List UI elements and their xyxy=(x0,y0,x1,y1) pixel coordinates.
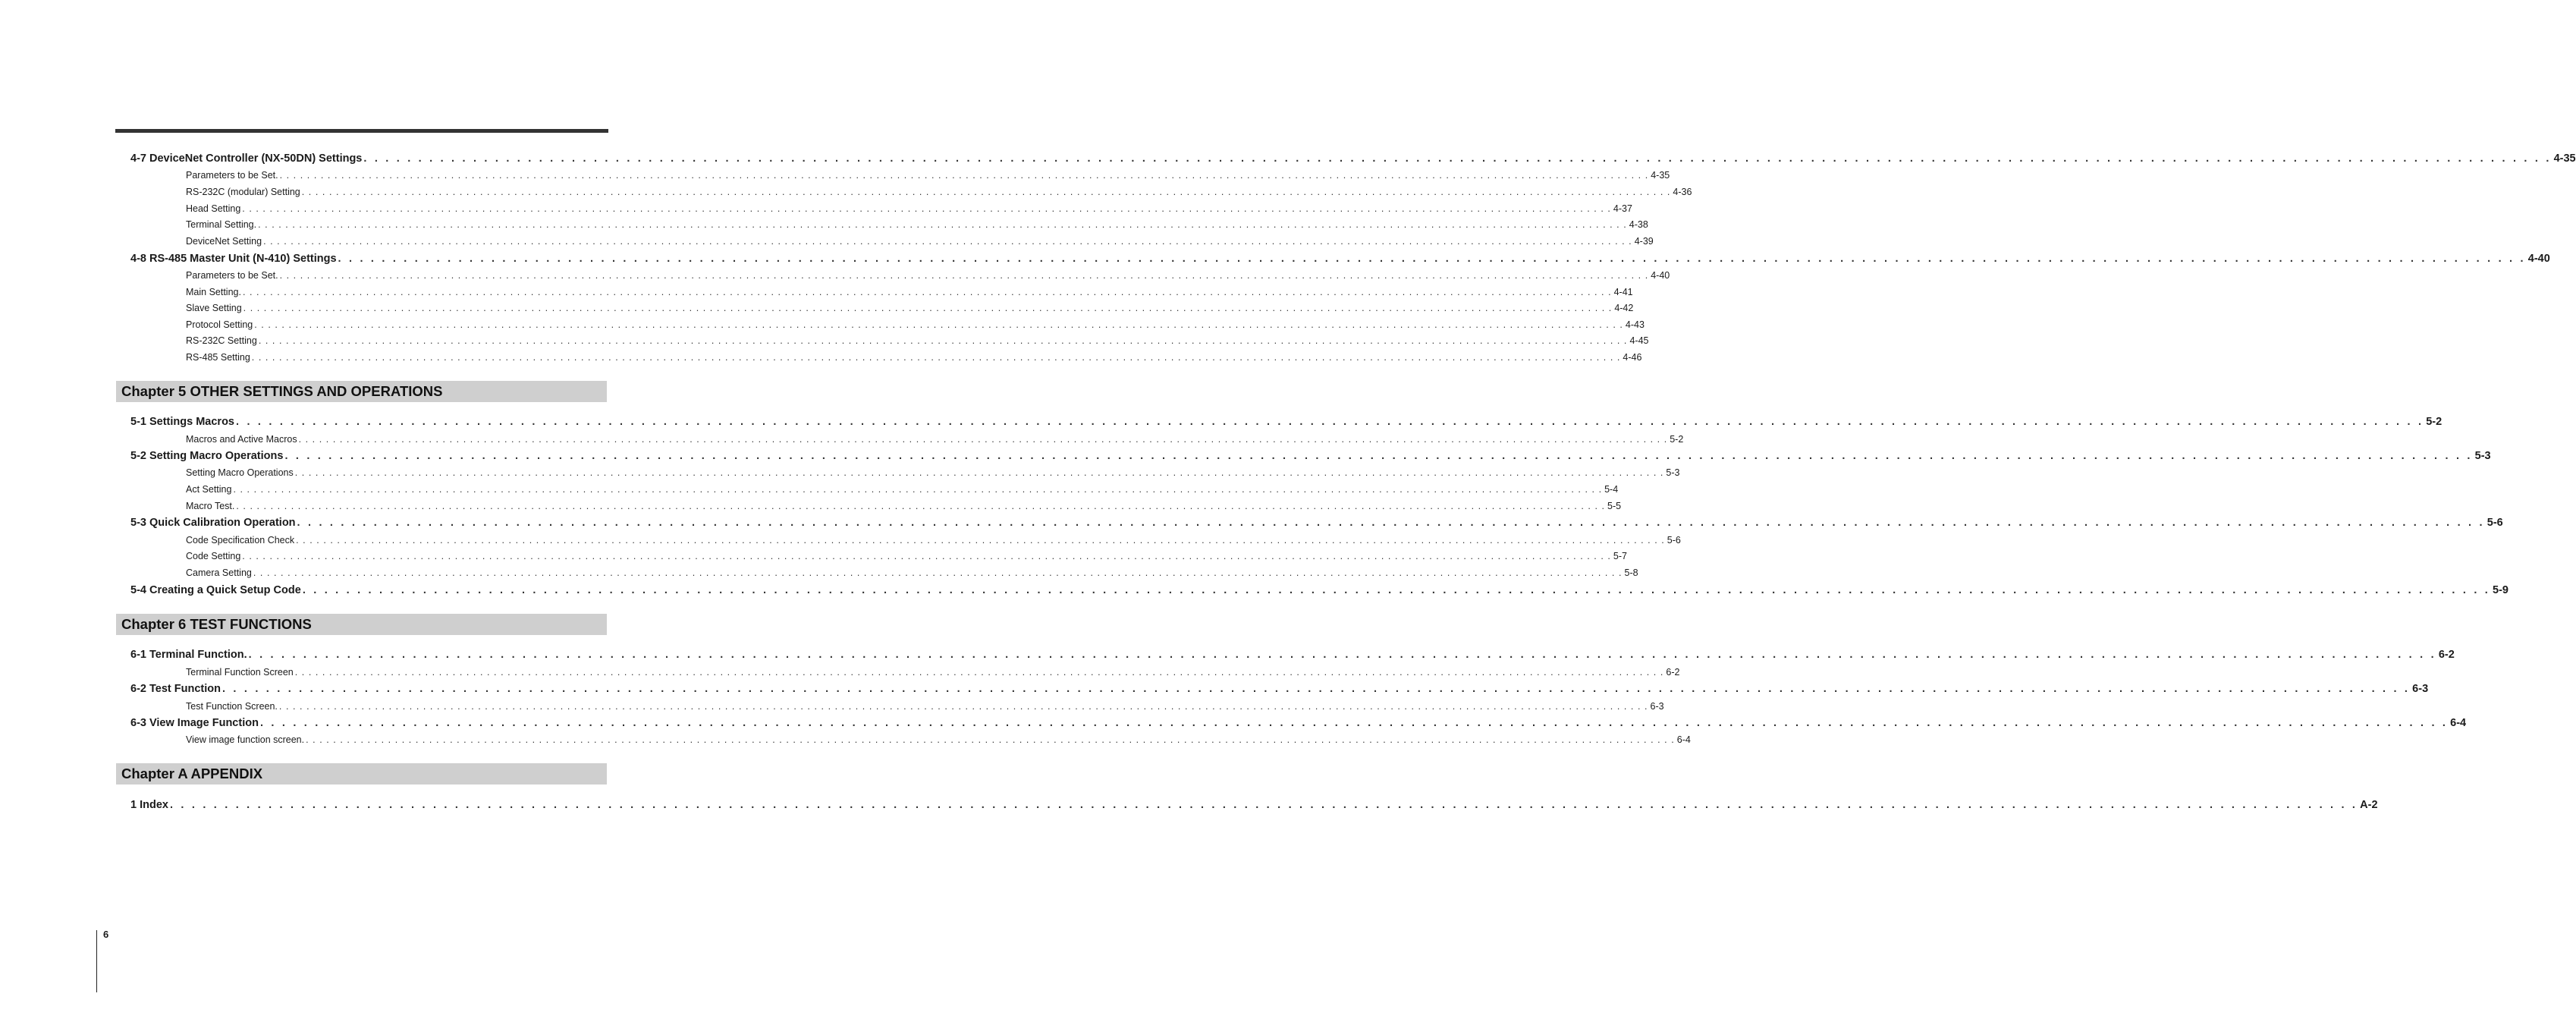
dot-leader: . . . . . . . . . . . . . . . . . . . . . . . . . . . . . . . . . . . . . . . . . . . . . . . . . . . . . . . . . . . . . . . . . . . . . . . . . . . . . . . . . . . . . . . . . . . . . . . . . . . . . . . . . . . . . . . . . . . . . . . . . . . . . . . . . . . . . . . . . . . . . . . . . . . . . . . . . . . . . . . . . . . . . . . . . . . . . . . . . . . . . . . . . . . . . . . . . . . . . . . . xyxy=(297,517,2485,529)
header-rule xyxy=(115,129,608,133)
dot-leader: . . . . . . . . . . . . . . . . . . . . . . . . . . . . . . . . . . . . . . . . . . . . . . . . . . . . . . . . . . . . . . . . . . . . . . . . . . . . . . . . . . . . . . . . . . . . . . . . . . . . . . . . . . . . . . . . . . . . . . . . . . . . . . . . . . . . . . . . . . . . . . . . . . . . . . . . . . . . . . . . . . . . . . . . . . . . . . . . . . . . . . . . . . . . . . . . . . . . . . . . xyxy=(236,501,1606,511)
dot-leader: . . . . . . . . . . . . . . . . . . . . . . . . . . . . . . . . . . . . . . . . . . . . . . . . . . . . . . . . . . . . . . . . . . . . . . . . . . . . . . . . . . . . . . . . . . . . . . . . . . . . . . . . . . . . . . . . . . . . . . . . . . . . . . . . . . . . . . . . . . . . . . . . . . . . . . . . . . . . . . . . . . . . . . . . . . . . . . . . . . . . . . . . . . . . . . . . . . . . . . . . xyxy=(279,170,1649,181)
entry-title: Code Specification Check xyxy=(186,535,295,546)
toc-subsection-entry[interactable] xyxy=(186,187,1692,197)
entry-title: 6-2 Test Function xyxy=(130,683,221,695)
toc-subsection-entry[interactable] xyxy=(186,303,1634,313)
dot-leader: . . . . . . . . . . . . . . . . . . . . . . . . . . . . . . . . . . . . . . . . . . . . . . . . . . . . . . . . . . . . . . . . . . . . . . . . . . . . . . . . . . . . . . . . . . . . . . . . . . . . . . . . . . . . . . . . . . . . . . . . . . . . . . . . . . . . . . . . . . . . . . . . . . . . . . . . . . . . . . . . . . . . . . . . . . . . . . . . . . . . . . . . . . . . . . . . . . . . . . . . xyxy=(253,568,1623,578)
entry-page: 6-2 xyxy=(2438,649,2455,661)
entry-page: 6-3 xyxy=(1650,701,1664,712)
entry-title: 5-4 Creating a Quick Setup Code xyxy=(130,584,301,596)
entry-page: 5-7 xyxy=(1613,551,1627,561)
entry-page: 6-3 xyxy=(2412,683,2429,695)
entry-title: Protocol Setting xyxy=(186,319,253,330)
entry-title: 1 Index xyxy=(130,799,168,811)
entry-title: Terminal Function Screen xyxy=(186,667,294,678)
entry-title: 4-7 DeviceNet Controller (NX-50DN) Settings xyxy=(130,152,363,165)
toc-subsection-entry[interactable] xyxy=(186,335,1649,346)
entry-page: 5-4 xyxy=(1604,484,1619,495)
entry-page: 4-46 xyxy=(1623,352,1642,363)
dot-leader: . . . . . . . . . . . . . . . . . . . . . . . . . . . . . . . . . . . . . . . . . . . . . . . . . . . . . . . . . . . . . . . . . . . . . . . . . . . . . . . . . . . . . . . . . . . . . . . . . . . . . . . . . . . . . . . . . . . . . . . . . . . . . . . . . . . . . . . . . . . . . . . . . . . . . . . . . . . . . . . . . . . . . . . . . . . . . . . . . . . . . . . . . . . . . . . . . . . . . . . . xyxy=(221,683,2411,695)
chapter-heading xyxy=(116,614,607,635)
toc-section-entry[interactable] xyxy=(130,683,2429,695)
dot-leader: . . . . . . . . . . . . . . . . . . . . . . . . . . . . . . . . . . . . . . . . . . . . . . . . . . . . . . . . . . . . . . . . . . . . . . . . . . . . . . . . . . . . . . . . . . . . . . . . . . . . . . . . . . . . . . . . . . . . . . . . . . . . . . . . . . . . . . . . . . . . . . . . . . . . . . . . . . . . . . . . . . . . . . . . . . . . . . . . . . . . . . . . . . . . . . . . . . . . . . . . xyxy=(363,152,2552,165)
entry-page: 6-4 xyxy=(1676,734,1691,745)
toc-section-entry[interactable] xyxy=(130,416,2442,428)
dot-leader: . . . . . . . . . . . . . . . . . . . . . . . . . . . . . . . . . . . . . . . . . . . . . . . . . . . . . . . . . . . . . . . . . . . . . . . . . . . . . . . . . . . . . . . . . . . . . . . . . . . . . . . . . . . . . . . . . . . . . . . . . . . . . . . . . . . . . . . . . . . . . . . . . . . . . . . . . . . . . . . . . . . . . . . . . . . . . . . . . . . . . . . . . . . . . . . . . . . . . . . . xyxy=(338,253,2526,265)
entry-title: DeviceNet Setting xyxy=(186,236,262,247)
dot-leader: . . . . . . . . . . . . . . . . . . . . . . . . . . . . . . . . . . . . . . . . . . . . . . . . . . . . . . . . . . . . . . . . . . . . . . . . . . . . . . . . . . . . . . . . . . . . . . . . . . . . . . . . . . . . . . . . . . . . . . . . . . . . . . . . . . . . . . . . . . . . . . . . . . . . . . . . . . . . . . . . . . . . . . . . . . . . . . . . . . . . . . . . . . . . . . . . . . . . . . . . xyxy=(302,584,2491,596)
dot-leader: . . . . . . . . . . . . . . . . . . . . . . . . . . . . . . . . . . . . . . . . . . . . . . . . . . . . . . . . . . . . . . . . . . . . . . . . . . . . . . . . . . . . . . . . . . . . . . . . . . . . . . . . . . . . . . . . . . . . . . . . . . . . . . . . . . . . . . . . . . . . . . . . . . . . . . . . . . . . . . . . . . . . . . . . . . . . . . . . . . . . . . . . . . . . . . . . . . . . . . . . xyxy=(263,236,1632,247)
entry-page: A-2 xyxy=(2360,799,2378,811)
entry-title: Main Setting. xyxy=(186,287,241,297)
dot-leader: . . . . . . . . . . . . . . . . . . . . . . . . . . . . . . . . . . . . . . . . . . . . . . . . . . . . . . . . . . . . . . . . . . . . . . . . . . . . . . . . . . . . . . . . . . . . . . . . . . . . . . . . . . . . . . . . . . . . . . . . . . . . . . . . . . . . . . . . . . . . . . . . . . . . . . . . . . . . . . . . . . . . . . . . . . . . . . . . . . . . . . . . . . . . . . . . . . . . . . . . xyxy=(233,484,1603,495)
toc-section-entry[interactable] xyxy=(130,517,2503,529)
entry-page: 4-35 xyxy=(1651,170,1670,181)
dot-leader: . . . . . . . . . . . . . . . . . . . . . . . . . . . . . . . . . . . . . . . . . . . . . . . . . . . . . . . . . . . . . . . . . . . . . . . . . . . . . . . . . . . . . . . . . . . . . . . . . . . . . . . . . . . . . . . . . . . . . . . . . . . . . . . . . . . . . . . . . . . . . . . . . . . . . . . . . . . . . . . . . . . . . . . . . . . . . . . . . . . . . . . . . . . . . . . . . . . . . . . . xyxy=(279,270,1649,281)
entry-page: 5-9 xyxy=(2493,584,2508,596)
dot-leader: . . . . . . . . . . . . . . . . . . . . . . . . . . . . . . . . . . . . . . . . . . . . . . . . . . . . . . . . . . . . . . . . . . . . . . . . . . . . . . . . . . . . . . . . . . . . . . . . . . . . . . . . . . . . . . . . . . . . . . . . . . . . . . . . . . . . . . . . . . . . . . . . . . . . . . . . . . . . . . . . . . . . . . . . . . . . . . . . . . . . . . . . . . . . . . . . . . . . . . . . xyxy=(254,319,1623,330)
entry-title: Setting Macro Operations xyxy=(186,467,294,478)
toc-subsection-entry[interactable] xyxy=(186,501,1622,511)
entry-page: 4-36 xyxy=(1673,187,1692,197)
toc-section-entry[interactable] xyxy=(130,450,2491,462)
entry-title: Head Setting xyxy=(186,203,241,214)
entry-title: 6-1 Terminal Function. xyxy=(130,649,247,661)
chapter-title: Chapter A APPENDIX xyxy=(121,766,263,781)
toc-subsection-entry[interactable] xyxy=(186,203,1632,214)
entry-title: Macro Test. xyxy=(186,501,235,511)
toc-section-entry[interactable] xyxy=(130,799,2378,811)
entry-page: 5-5 xyxy=(1607,501,1622,511)
dot-leader: . . . . . . . . . . . . . . . . . . . . . . . . . . . . . . . . . . . . . . . . . . . . . . . . . . . . . . . . . . . . . . . . . . . . . . . . . . . . . . . . . . . . . . . . . . . . . . . . . . . . . . . . . . . . . . . . . . . . . . . . . . . . . . . . . . . . . . . . . . . . . . . . . . . . . . . . . . . . . . . . . . . . . . . . . . . . . . . . . . . . . . . . . . . . . . . . . . . . . . . . xyxy=(242,287,1612,297)
toc-subsection-entry[interactable] xyxy=(186,170,1670,181)
dot-leader: . . . . . . . . . . . . . . . . . . . . . . . . . . . . . . . . . . . . . . . . . . . . . . . . . . . . . . . . . . . . . . . . . . . . . . . . . . . . . . . . . . . . . . . . . . . . . . . . . . . . . . . . . . . . . . . . . . . . . . . . . . . . . . . . . . . . . . . . . . . . . . . . . . . . . . . . . . . . . . . . . . . . . . . . . . . . . . . . . . . . . . . . . . . . . . . . . . . . . . . . xyxy=(278,701,1648,712)
entry-title: 6-3 View Image Function xyxy=(130,717,259,729)
toc-subsection-entry[interactable] xyxy=(186,236,1654,247)
entry-page: 4-35 xyxy=(2553,152,2576,165)
entry-page: 4-37 xyxy=(1613,203,1632,214)
entry-title: Slave Setting xyxy=(186,303,242,313)
dot-leader: . . . . . . . . . . . . . . . . . . . . . . . . . . . . . . . . . . . . . . . . . . . . . . . . . . . . . . . . . . . . . . . . . . . . . . . . . . . . . . . . . . . . . . . . . . . . . . . . . . . . . . . . . . . . . . . . . . . . . . . . . . . . . . . . . . . . . . . . . . . . . . . . . . . . . . . . . . . . . . . . . . . . . . . . . . . . . . . . . . . . . . . . . . . . . . . . . . . . . . . . xyxy=(258,335,1628,346)
entry-title: Parameters to be Set. xyxy=(186,170,278,181)
toc-section-entry[interactable] xyxy=(130,584,2508,596)
toc-subsection-entry[interactable] xyxy=(186,219,1648,230)
entry-page: 5-3 xyxy=(2474,450,2491,462)
entry-page: 4-43 xyxy=(1625,319,1645,330)
dot-leader: . . . . . . . . . . . . . . . . . . . . . . . . . . . . . . . . . . . . . . . . . . . . . . . . . . . . . . . . . . . . . . . . . . . . . . . . . . . . . . . . . . . . . . . . . . . . . . . . . . . . . . . . . . . . . . . . . . . . . . . . . . . . . . . . . . . . . . . . . . . . . . . . . . . . . . . . . . . . . . . . . . . . . . . . . . . . . . . . . . . . . . . . . . . . . . . . . . . . . . . . xyxy=(236,416,2424,428)
toc-subsection-entry[interactable] xyxy=(186,319,1645,330)
toc-subsection-entry[interactable] xyxy=(186,568,1638,578)
entry-page: 4-38 xyxy=(1629,219,1648,230)
dot-leader: . . . . . . . . . . . . . . . . . . . . . . . . . . . . . . . . . . . . . . . . . . . . . . . . . . . . . . . . . . . . . . . . . . . . . . . . . . . . . . . . . . . . . . . . . . . . . . . . . . . . . . . . . . . . . . . . . . . . . . . . . . . . . . . . . . . . . . . . . . . . . . . . . . . . . . . . . . . . . . . . . . . . . . . . . . . . . . . . . . . . . . . . . . . . . . . . . . . . . . . . xyxy=(298,434,1668,445)
entry-title: 5-2 Setting Macro Operations xyxy=(130,450,284,462)
chapter-heading xyxy=(116,381,607,402)
entry-title: Camera Setting xyxy=(186,568,252,578)
toc-subsection-entry[interactable] xyxy=(186,287,1633,297)
footer-rule xyxy=(96,930,97,992)
toc-section-entry[interactable] xyxy=(130,649,2455,661)
entry-page: 6-4 xyxy=(2450,717,2467,729)
entry-page: 4-40 xyxy=(2527,253,2550,265)
toc-subsection-entry[interactable] xyxy=(186,734,1691,745)
entry-page: 5-6 xyxy=(2486,517,2503,529)
entry-page: 5-2 xyxy=(1670,434,1684,445)
entry-title: 4-8 RS-485 Master Unit (N-410) Settings xyxy=(130,253,337,265)
entry-title: Test Function Screen. xyxy=(186,701,278,712)
chapter-title: Chapter 6 TEST FUNCTIONS xyxy=(121,616,312,632)
toc-section-entry[interactable] xyxy=(130,717,2467,729)
dot-leader: . . . . . . . . . . . . . . . . . . . . . . . . . . . . . . . . . . . . . . . . . . . . . . . . . . . . . . . . . . . . . . . . . . . . . . . . . . . . . . . . . . . . . . . . . . . . . . . . . . . . . . . . . . . . . . . . . . . . . . . . . . . . . . . . . . . . . . . . . . . . . . . . . . . . . . . . . . . . . . . . . . . . . . . . . . . . . . . . . . . . . . . . . . . . . . . . . . . . . . . . xyxy=(258,219,1627,230)
toc-subsection-entry[interactable] xyxy=(186,667,1680,678)
entry-title: RS-485 Setting xyxy=(186,352,250,363)
chapter-heading xyxy=(116,763,607,784)
toc-subsection-entry[interactable] xyxy=(186,701,1664,712)
dot-leader: . . . . . . . . . . . . . . . . . . . . . . . . . . . . . . . . . . . . . . . . . . . . . . . . . . . . . . . . . . . . . . . . . . . . . . . . . . . . . . . . . . . . . . . . . . . . . . . . . . . . . . . . . . . . . . . . . . . . . . . . . . . . . . . . . . . . . . . . . . . . . . . . . . . . . . . . . . . . . . . . . . . . . . . . . . . . . . . . . . . . . . . . . . . . . . . . . . . . . . . . xyxy=(306,734,1675,745)
toc-subsection-entry[interactable] xyxy=(186,434,1684,445)
dot-leader: . . . . . . . . . . . . . . . . . . . . . . . . . . . . . . . . . . . . . . . . . . . . . . . . . . . . . . . . . . . . . . . . . . . . . . . . . . . . . . . . . . . . . . . . . . . . . . . . . . . . . . . . . . . . . . . . . . . . . . . . . . . . . . . . . . . . . . . . . . . . . . . . . . . . . . . . . . . . . . . . . . . . . . . . . . . . . . . . . . . . . . . . . . . . . . . . . . . . . . . . xyxy=(242,551,1611,561)
entry-title: 5-1 Settings Macros xyxy=(130,416,234,428)
dot-leader: . . . . . . . . . . . . . . . . . . . . . . . . . . . . . . . . . . . . . . . . . . . . . . . . . . . . . . . . . . . . . . . . . . . . . . . . . . . . . . . . . . . . . . . . . . . . . . . . . . . . . . . . . . . . . . . . . . . . . . . . . . . . . . . . . . . . . . . . . . . . . . . . . . . . . . . . . . . . . . . . . . . . . . . . . . . . . . . . . . . . . . . . . . . . . . . . . . . . . . . . xyxy=(251,352,1621,363)
toc-subsection-entry[interactable] xyxy=(186,535,1681,546)
entry-page: 5-3 xyxy=(1666,467,1680,478)
entry-title: Macros and Active Macros xyxy=(186,434,297,445)
entry-title: View image function screen. xyxy=(186,734,305,745)
entry-page: 6-2 xyxy=(1666,667,1680,678)
toc-subsection-entry[interactable] xyxy=(186,352,1642,363)
entry-page: 4-40 xyxy=(1651,270,1670,281)
entry-title: RS-232C Setting xyxy=(186,335,257,346)
entry-title: RS-232C (modular) Setting xyxy=(186,187,300,197)
toc-section-entry[interactable] xyxy=(130,152,2576,165)
dot-leader: . . . . . . . . . . . . . . . . . . . . . . . . . . . . . . . . . . . . . . . . . . . . . . . . . . . . . . . . . . . . . . . . . . . . . . . . . . . . . . . . . . . . . . . . . . . . . . . . . . . . . . . . . . . . . . . . . . . . . . . . . . . . . . . . . . . . . . . . . . . . . . . . . . . . . . . . . . . . . . . . . . . . . . . . . . . . . . . . . . . . . . . . . . . . . . . . . . . . . . . . xyxy=(242,203,1611,214)
page-number: 6 xyxy=(103,929,109,940)
entry-title: Code Setting xyxy=(186,551,241,561)
entry-page: 4-42 xyxy=(1614,303,1634,313)
entry-title: Act Setting xyxy=(186,484,232,495)
dot-leader: . . . . . . . . . . . . . . . . . . . . . . . . . . . . . . . . . . . . . . . . . . . . . . . . . . . . . . . . . . . . . . . . . . . . . . . . . . . . . . . . . . . . . . . . . . . . . . . . . . . . . . . . . . . . . . . . . . . . . . . . . . . . . . . . . . . . . . . . . . . . . . . . . . . . . . . . . . . . . . . . . . . . . . . . . . . . . . . . . . . . . . . . . . . . . . . . . . . . . . . . xyxy=(301,187,1671,197)
chapter-title: Chapter 5 OTHER SETTINGS AND OPERATIONS xyxy=(121,383,443,399)
entry-page: 4-45 xyxy=(1629,335,1649,346)
entry-page: 5-2 xyxy=(2426,416,2442,428)
entry-page: 5-6 xyxy=(1667,535,1681,546)
entry-page: 4-41 xyxy=(1613,287,1633,297)
dot-leader: . . . . . . . . . . . . . . . . . . . . . . . . . . . . . . . . . . . . . . . . . . . . . . . . . . . . . . . . . . . . . . . . . . . . . . . . . . . . . . . . . . . . . . . . . . . . . . . . . . . . . . . . . . . . . . . . . . . . . . . . . . . . . . . . . . . . . . . . . . . . . . . . . . . . . . . . . . . . . . . . . . . . . . . . . . . . . . . . . . . . . . . . . . . . . . . . . . . . . . . . xyxy=(243,303,1613,313)
toc-subsection-entry[interactable] xyxy=(186,467,1680,478)
toc-section-entry[interactable] xyxy=(130,253,2550,265)
dot-leader: . . . . . . . . . . . . . . . . . . . . . . . . . . . . . . . . . . . . . . . . . . . . . . . . . . . . . . . . . . . . . . . . . . . . . . . . . . . . . . . . . . . . . . . . . . . . . . . . . . . . . . . . . . . . . . . . . . . . . . . . . . . . . . . . . . . . . . . . . . . . . . . . . . . . . . . . . . . . . . . . . . . . . . . . . . . . . . . . . . . . . . . . . . . . . . . . . . . . . . . . xyxy=(169,799,2358,811)
toc-subsection-entry[interactable] xyxy=(186,551,1627,561)
dot-leader: . . . . . . . . . . . . . . . . . . . . . . . . . . . . . . . . . . . . . . . . . . . . . . . . . . . . . . . . . . . . . . . . . . . . . . . . . . . . . . . . . . . . . . . . . . . . . . . . . . . . . . . . . . . . . . . . . . . . . . . . . . . . . . . . . . . . . . . . . . . . . . . . . . . . . . . . . . . . . . . . . . . . . . . . . . . . . . . . . . . . . . . . . . . . . . . . . . . . . . . . xyxy=(296,535,1665,546)
dot-leader: . . . . . . . . . . . . . . . . . . . . . . . . . . . . . . . . . . . . . . . . . . . . . . . . . . . . . . . . . . . . . . . . . . . . . . . . . . . . . . . . . . . . . . . . . . . . . . . . . . . . . . . . . . . . . . . . . . . . . . . . . . . . . . . . . . . . . . . . . . . . . . . . . . . . . . . . . . . . . . . . . . . . . . . . . . . . . . . . . . . . . . . . . . . . . . . . . . . . . . . . xyxy=(284,450,2473,462)
toc-subsection-entry[interactable] xyxy=(186,484,1619,495)
entry-page: 4-39 xyxy=(1634,236,1654,247)
dot-leader: . . . . . . . . . . . . . . . . . . . . . . . . . . . . . . . . . . . . . . . . . . . . . . . . . . . . . . . . . . . . . . . . . . . . . . . . . . . . . . . . . . . . . . . . . . . . . . . . . . . . . . . . . . . . . . . . . . . . . . . . . . . . . . . . . . . . . . . . . . . . . . . . . . . . . . . . . . . . . . . . . . . . . . . . . . . . . . . . . . . . . . . . . . . . . . . . . . . . . . . . xyxy=(294,467,1664,478)
entry-title: Terminal Setting. xyxy=(186,219,257,230)
entry-title: 5-3 Quick Calibration Operation xyxy=(130,517,296,529)
toc-subsection-entry[interactable] xyxy=(186,270,1670,281)
dot-leader: . . . . . . . . . . . . . . . . . . . . . . . . . . . . . . . . . . . . . . . . . . . . . . . . . . . . . . . . . . . . . . . . . . . . . . . . . . . . . . . . . . . . . . . . . . . . . . . . . . . . . . . . . . . . . . . . . . . . . . . . . . . . . . . . . . . . . . . . . . . . . . . . . . . . . . . . . . . . . . . . . . . . . . . . . . . . . . . . . . . . . . . . . . . . . . . . . . . . . . . . xyxy=(248,649,2436,661)
dot-leader: . . . . . . . . . . . . . . . . . . . . . . . . . . . . . . . . . . . . . . . . . . . . . . . . . . . . . . . . . . . . . . . . . . . . . . . . . . . . . . . . . . . . . . . . . . . . . . . . . . . . . . . . . . . . . . . . . . . . . . . . . . . . . . . . . . . . . . . . . . . . . . . . . . . . . . . . . . . . . . . . . . . . . . . . . . . . . . . . . . . . . . . . . . . . . . . . . . . . . . . . xyxy=(294,667,1664,678)
entry-title: Parameters to be Set. xyxy=(186,270,278,281)
entry-page: 5-8 xyxy=(1624,568,1638,578)
dot-leader: . . . . . . . . . . . . . . . . . . . . . . . . . . . . . . . . . . . . . . . . . . . . . . . . . . . . . . . . . . . . . . . . . . . . . . . . . . . . . . . . . . . . . . . . . . . . . . . . . . . . . . . . . . . . . . . . . . . . . . . . . . . . . . . . . . . . . . . . . . . . . . . . . . . . . . . . . . . . . . . . . . . . . . . . . . . . . . . . . . . . . . . . . . . . . . . . . . . . . . . . xyxy=(259,717,2449,729)
